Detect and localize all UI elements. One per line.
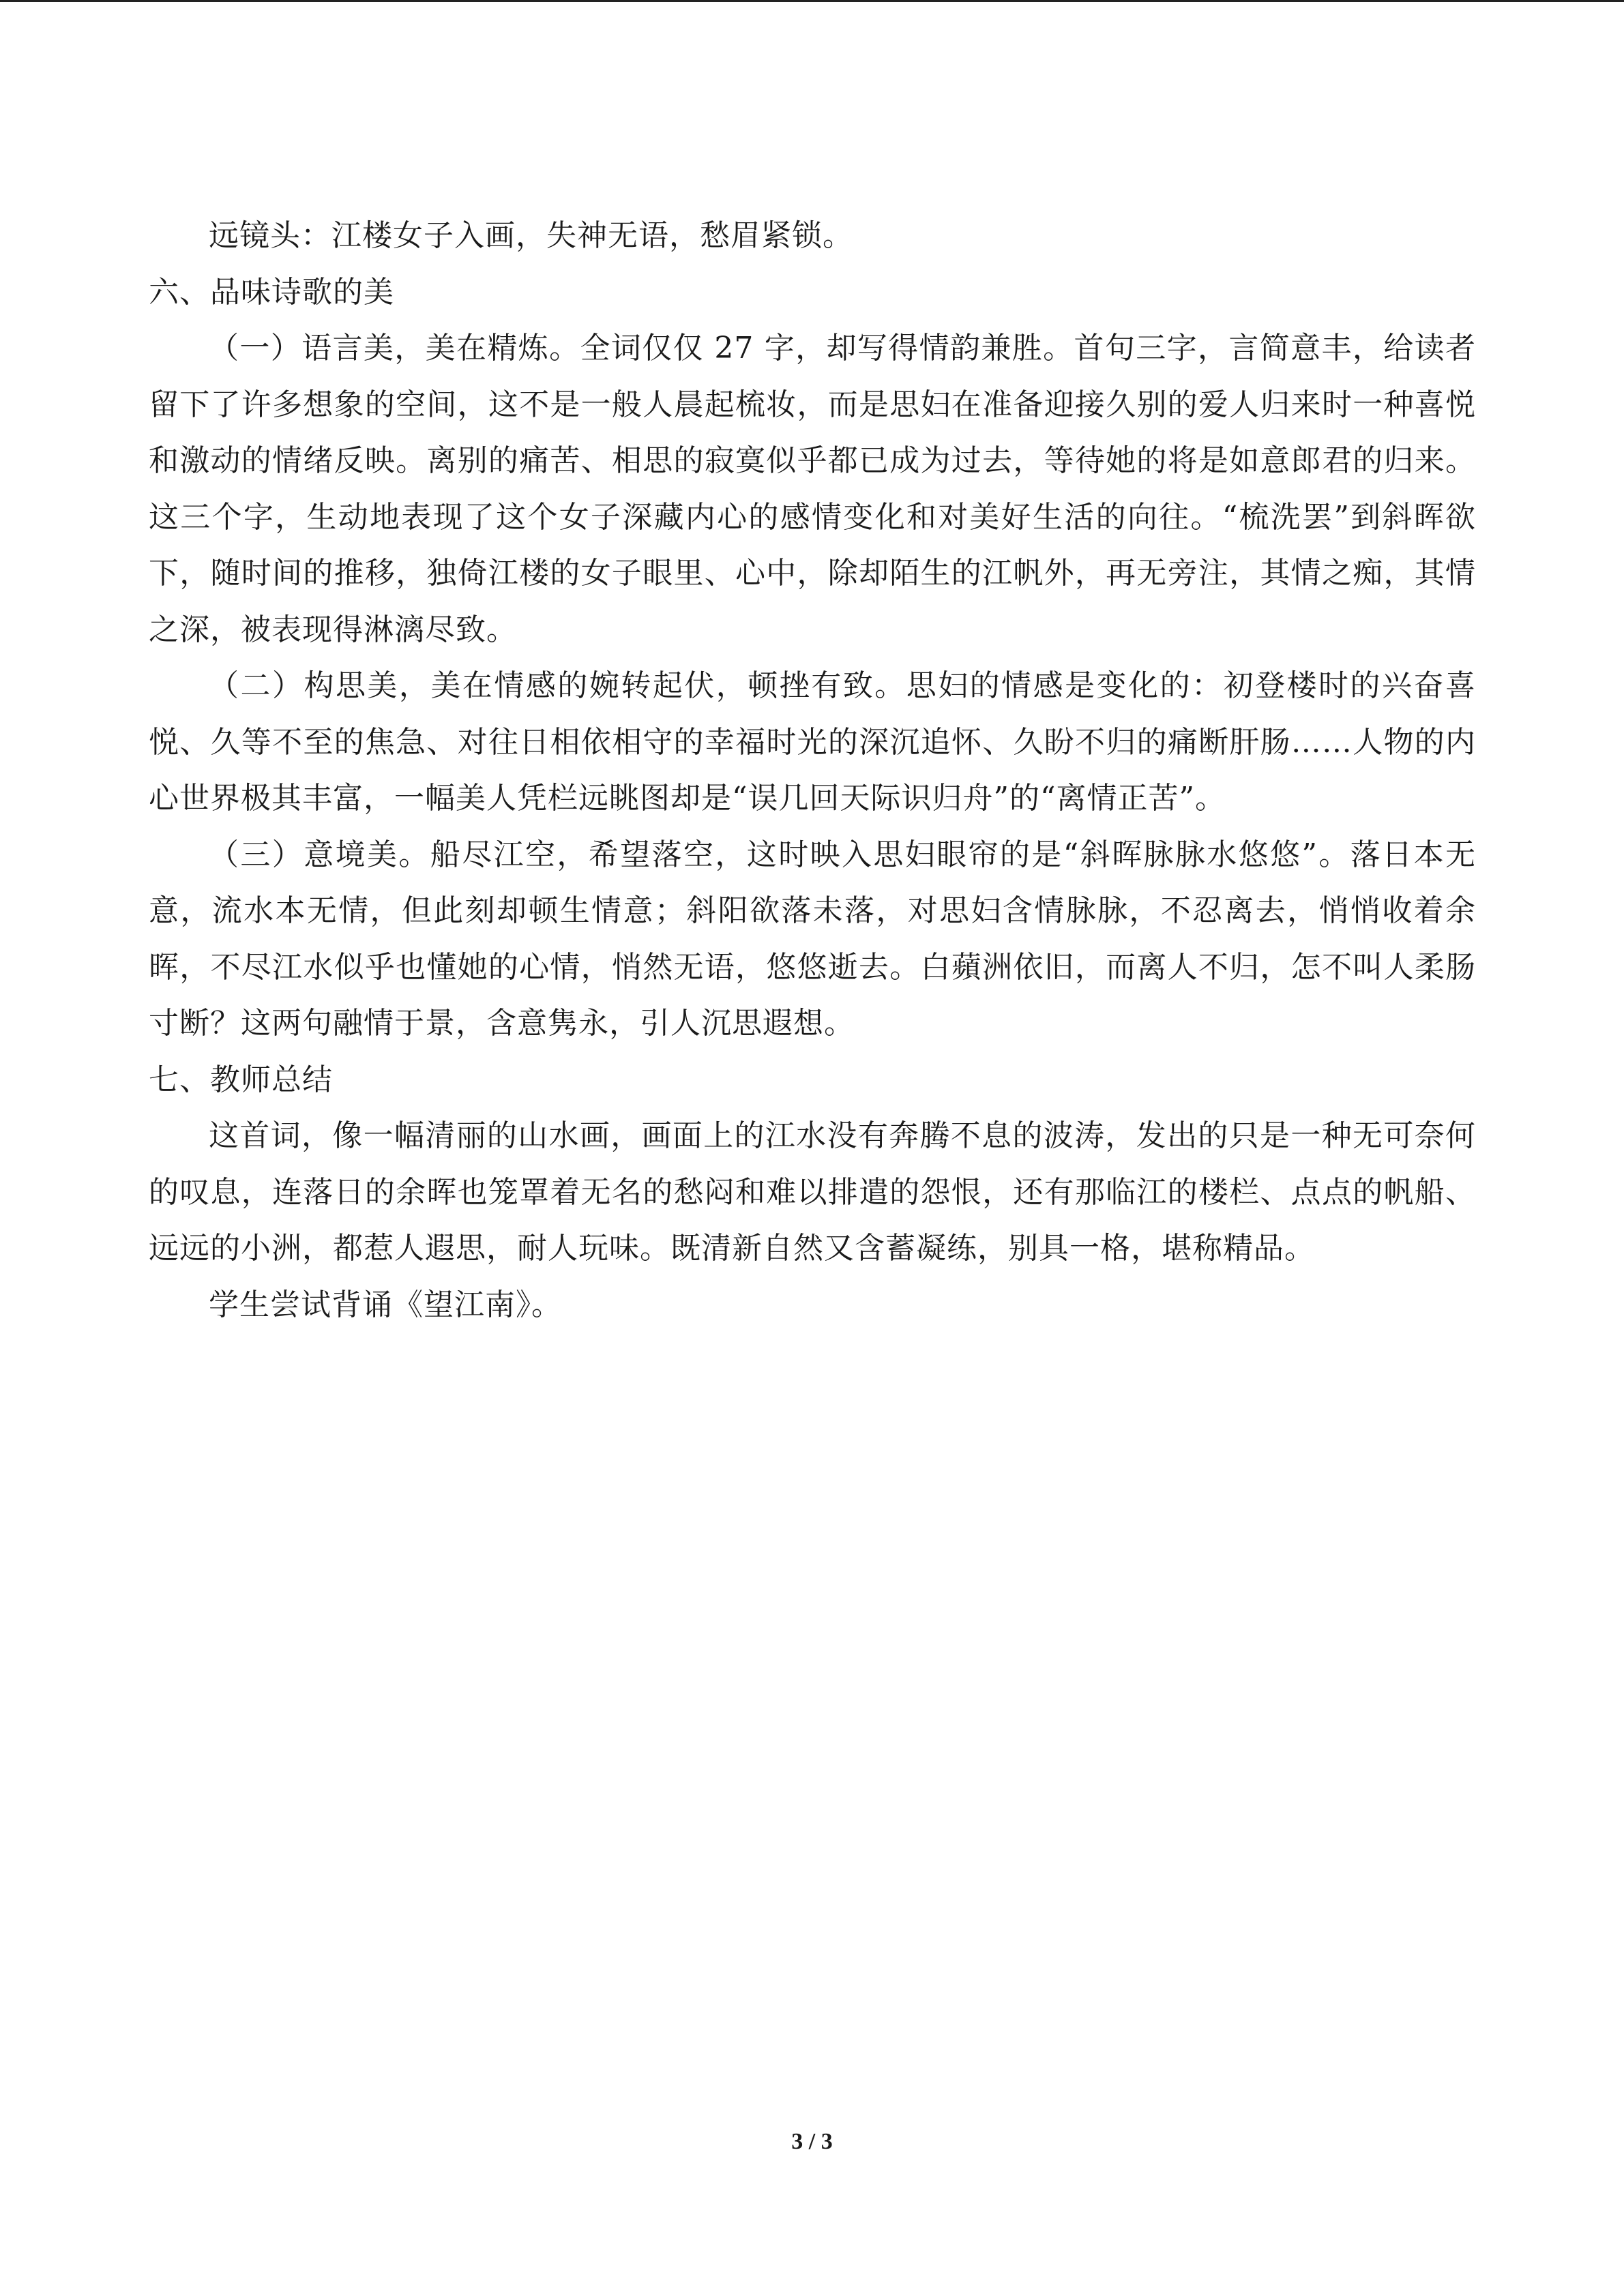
- paragraph-structure-beauty: （二）构思美，美在情感的婉转起伏，顿挫有致。思妇的情感是变化的：初登楼时的兴奋喜悦、久等不至的焦急、对往日相依相守的幸福时光的深沉追怀、久盼不归的痛断肝肠……人物的内心世界极其丰富，一幅美人凭栏远眺图却是“误几回天际识归舟”的“离情正苦”。: [149, 668, 1476, 816]
- paragraph-summary: 这首词，像一幅清丽的山水画，画面上的江水没有奔腾不息的波涛，发出的只是一种无可奈何的叹息，连落日的余晖也笼罩着无名的愁闷和难以排遣的怨恨，还有那临江的楼栏、点点的帆船、远远的小洲，都惹人遐思，耐人玩味。既清新自然又含蓄凝练，别具一格，堪称精品。: [149, 1118, 1476, 1266]
- page-number: 3 / 3: [791, 2129, 833, 2154]
- section-heading-teacher-summary: 七、教师总结: [149, 1062, 333, 1097]
- top-border-line: [0, 0, 1624, 2]
- paragraph-artistic-conception: （三）意境美。船尽江空，希望落空，这时映入思妇眼帘的是“斜晖脉脉水悠悠”。落日本无意，流水本无情，但此刻却顿生情意；斜阳欲落未落，对思妇含情脉脉，不忍离去，悄悄收着余晖，不尽江水似乎也懂她的心情，悄然无语，悠悠逝去。白蘋洲依旧，而离人不归，怎不叫人柔肠寸断？这两句融情于景，含意隽永，引人沉思遐想。: [149, 837, 1476, 1041]
- paragraph-recitation: 学生尝试背诵《望江南》。: [209, 1287, 562, 1322]
- paragraph-long-shot: 远镜头：江楼女子入画，失神无语，愁眉紧锁。: [209, 218, 853, 253]
- document-body: [149, 208, 1476, 1333]
- section-heading-appreciate-beauty: 六、品味诗歌的美: [149, 274, 394, 310]
- paragraph-language-beauty: （一）语言美，美在精炼。全词仅仅 27 字，却写得情韵兼胜。首句三字，言简意丰，给读者留下了许多想象的空间，这不是一般人晨起梳妆，而是思妇在准备迎接久别的爱人归来时一种喜悦和激动的情绪反映。离别的痛苦、相思的寂寞似乎都已成为过去，等待她的将是如意郎君的归来。这三个字，生动地表现了这个女子深藏内心的感情变化和对美好生活的向往。“梳洗罢”到斜晖欲下，随时间的推移，独倚江楼的女子眼里、心中，除却陌生的江帆外，再无旁注，其情之痴，其情之深，被表现得淋漓尽致。: [149, 331, 1476, 647]
